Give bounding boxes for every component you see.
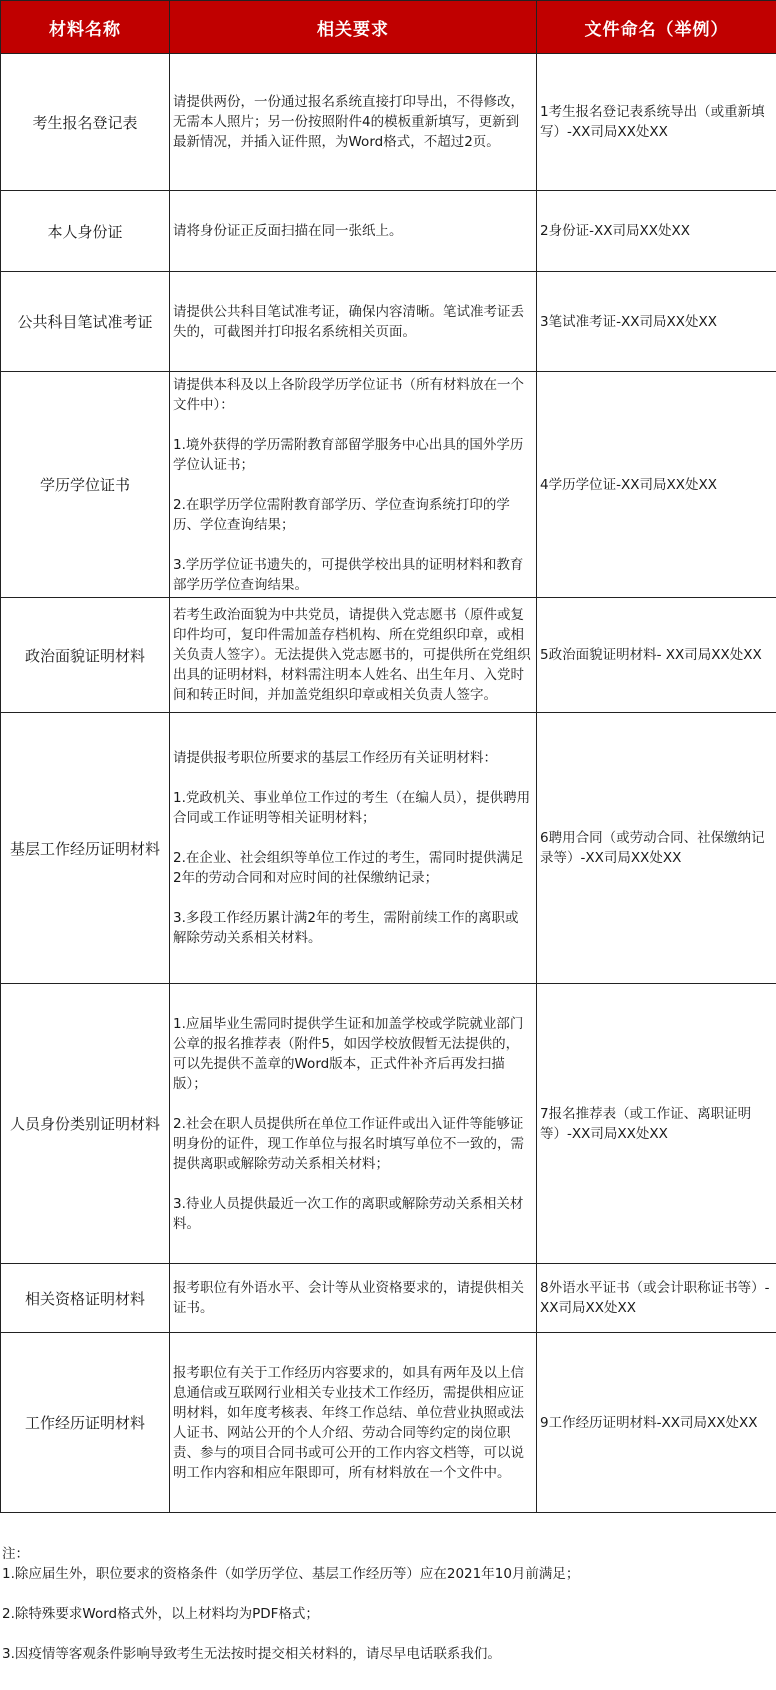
file-name-example: 9工作经历证明材料-XX司局XX处XX <box>537 1333 776 1513</box>
material-name: 工作经历证明材料 <box>1 1333 170 1513</box>
requirement-text: 1.应届毕业生需同时提供学生证和加盖学校或学院就业部门公章的报名推荐表（附件5，如因学校放假暂无法提供的，可以先提供不盖章的Word版本，正式件补齐后再发扫描版）； <box>173 1015 524 1092</box>
material-name: 学历学位证书 <box>1 372 170 598</box>
file-name-example: 2身份证-XX司局XX处XX <box>537 191 776 272</box>
requirement-text: 请将身份证正反面扫描在同一张纸上。 <box>173 223 403 239</box>
file-name-example: 3笔试准考证-XX司局XX处XX <box>537 272 776 372</box>
requirement-text: 3.待业人员提供最近一次工作的离职或解除劳动关系相关材料。 <box>173 1195 524 1232</box>
table-row <box>1 598 776 713</box>
table-row <box>1 54 776 191</box>
note-item: 2.除特殊要求Word格式外，以上材料均为PDF格式； <box>2 1606 319 1622</box>
file-name-example: 4学历学位证-XX司局XX处XX <box>537 372 776 598</box>
material-name: 政治面貌证明材料 <box>1 598 170 713</box>
requirement-text: 若考生政治面貌为中共党员，请提供入党志愿书（原件或复印件均可，复印件需加盖存档机构、所在党组织印章，或相关负责人签字）。无法提供入党志愿书的，可提供所在党组织出具的证明材料，材料需注明本人姓名、出生年月、入党时间和转正时间，并加盖党组织印章或相关负责人签字。 <box>173 607 531 703</box>
table-row <box>1 984 776 1264</box>
file-name-example: 6聘用合同（或劳动合同、社保缴纳记录等）-XX司局XX处XX <box>537 713 776 984</box>
header-file-naming: 文件命名（举例） <box>537 1 776 54</box>
requirement-text: 2.在企业、社会组织等单位工作过的考生，需同时提供满足2年的劳动合同和对应时间的社保缴纳记录； <box>173 850 524 886</box>
note-item: 3.因疫情等客观条件影响导致考生无法按时提交相关材料的，请尽早电话联系我们。 <box>2 1646 501 1662</box>
requirement-cell <box>170 984 537 1264</box>
material-name: 人员身份类别证明材料 <box>1 984 170 1264</box>
requirement-cell <box>170 1333 537 1513</box>
file-name-example: 8外语水平证书（或会计职称证书等）-XX司局XX处XX <box>537 1264 776 1333</box>
table-row <box>1 713 776 984</box>
header-requirements: 相关要求 <box>170 1 537 54</box>
requirement-cell <box>170 272 537 372</box>
table-row <box>1 191 776 272</box>
table-row <box>1 1264 776 1333</box>
requirement-text: 2.社会在职人员提供所在单位工作证件或出入证件等能够证明身份的证件，现工作单位与报名时填写单位不一致的，需提供离职或解除劳动关系相关材料； <box>173 1115 524 1172</box>
requirement-cell <box>170 598 537 713</box>
requirement-text: 报考职位有关于工作经历内容要求的，如具有两年及以上信息通信或互联网行业相关专业技术工作经历，需提供相应证明材料，如年度考核表、年终工作总结、单位营业执照或法人证书、网站公开的个人介绍、劳动合同等约定的岗位职责、参与的项目合同书或可公开的工作内容文档等，可以说明工作内容和相应年限即可，所有材料放在一个文件中。 <box>173 1364 524 1481</box>
requirement-cell <box>170 54 537 191</box>
header-row <box>1 1 776 54</box>
file-name-example: 5政治面貌证明材料- XX司局XX处XX <box>537 598 776 713</box>
requirement-text: 3.多段工作经历累计满2年的考生，需附前续工作的离职或解除劳动关系相关材料。 <box>173 910 519 946</box>
requirement-text: 1.党政机关、事业单位工作过的考生（在编人员），提供聘用合同或工作证明等相关证明材料； <box>173 790 531 826</box>
header-material-name: 材料名称 <box>1 1 170 54</box>
requirement-text: 请提供两份，一份通过报名系统直接打印导出，不得修改，无需本人照片；另一份按照附件4的模板重新填写，更新到最新情况，并插入证件照，为Word格式，不超过2页。 <box>173 94 524 150</box>
requirement-text: 3.学历学位证书遗失的，可提供学校出具的证明材料和教育部学历学位查询结果。 <box>173 556 524 593</box>
requirement-cell <box>170 713 537 984</box>
requirement-text: 请提供本科及以上各阶段学历学位证书（所有材料放在一个文件中）： <box>173 376 524 413</box>
material-name: 本人身份证 <box>1 191 170 272</box>
material-name: 公共科目笔试准考证 <box>1 272 170 372</box>
table-row <box>1 272 776 372</box>
note-item: 1.除应届生外，职位要求的资格条件（如学历学位、基层工作经历等）应在2021年10月前满足； <box>2 1566 580 1582</box>
requirement-cell <box>170 191 537 272</box>
material-name: 考生报名登记表 <box>1 54 170 191</box>
requirement-text: 1.境外获得的学历需附教育部留学服务中心出具的国外学历学位认证书； <box>173 436 524 473</box>
requirement-text: 请提供报考职位所要求的基层工作经历有关证明材料： <box>173 750 497 766</box>
requirement-text: 请提供公共科目笔试准考证，确保内容清晰。笔试准考证丢失的，可截图并打印报名系统相关页面。 <box>173 303 524 340</box>
table-row <box>1 372 776 598</box>
requirement-cell <box>170 372 537 598</box>
requirement-text: 报考职位有外语水平、会计等从业资格要求的，请提供相关证书。 <box>173 1280 524 1316</box>
material-name: 相关资格证明材料 <box>1 1264 170 1333</box>
requirement-cell <box>170 1264 537 1333</box>
file-name-example: 1考生报名登记表系统导出（或重新填写）-XX司局XX处XX <box>537 54 776 191</box>
file-name-example: 7报名推荐表（或工作证、离职证明等）-XX司局XX处XX <box>537 984 776 1264</box>
notes-title: 注： <box>2 1546 29 1562</box>
table-row <box>1 1333 776 1513</box>
requirement-text: 2.在职学历学位需附教育部学历、学位查询系统打印的学历、学位查询结果； <box>173 496 510 533</box>
material-name: 基层工作经历证明材料 <box>1 713 170 984</box>
